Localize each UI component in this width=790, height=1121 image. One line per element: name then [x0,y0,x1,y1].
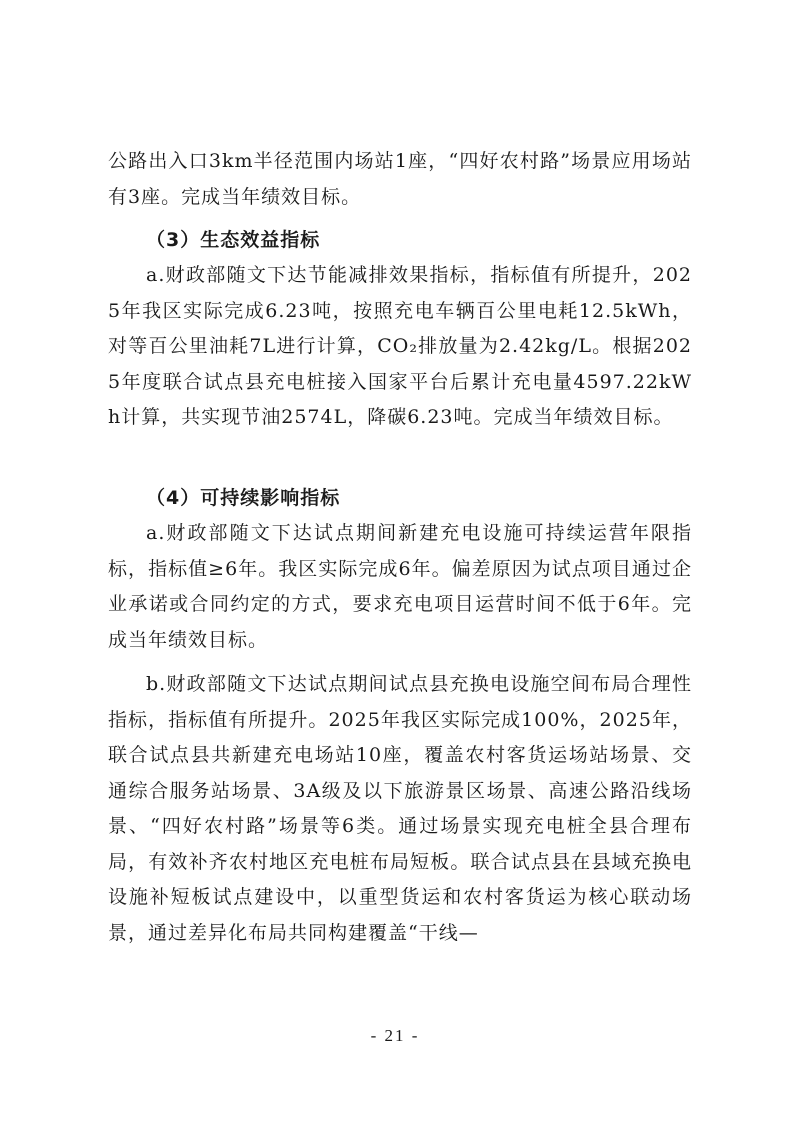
paragraph-sustainability-b: b.财政部随文下达试点期间试点县充换电设施空间布局合理性指标，指标值有所提升。2025年我区实际完成100%，2025年，联合试点县共新建充电场站10座，覆盖农村客货运场站场景、交通综合服务站场景、3A级及以下旅游景区场景、高速公路沿线场景、“四好农村路”场景等6类。通过场景实现充电桩全县合理布局，有效补齐农村地区充电桩布局短板。联合试点县在县域充换电设施补短板试点建设中，以重型货运和农村客货运为核心联动场景，通过差异化布局共同构建覆盖“干线— [108,673,692,944]
paragraph-ecological-a: a.财政部随文下达节能减排效果指标，指标值有所提升，2025年我区实际完成6.23吨，按照充电车辆百公里电耗12.5kWh，对等百公里油耗7L进行计算，CO₂排放量为2.42kg/L。根据2025年度联合试点县充电桩接入国家平台后累计充电量4597.22kWh计算，共实现节油2574L，降碳6.23吨。完成当年绩效目标。 [108,264,692,428]
paragraph-sustainability-a: a.财政部随文下达试点期间新建充电设施可持续运营年限指标，指标值≥6年。我区实际完成6年。偏差原因为试点项目通过企业承诺或合同约定的方式，要求充电项目运营时间不低于6年。完成当年绩效目标。 [108,522,692,651]
paragraph-continuation: 公路出入口3km半径范围内场站1座，“四好农村路”场景应用场站有3座。完成当年绩效目标。 [108,150,692,208]
page-number: - 21 - [370,1026,420,1045]
heading-ecological-benefit: （3）生态效益指标 [146,229,321,251]
heading-sustainability: （4）可持续影响指标 [146,487,341,509]
